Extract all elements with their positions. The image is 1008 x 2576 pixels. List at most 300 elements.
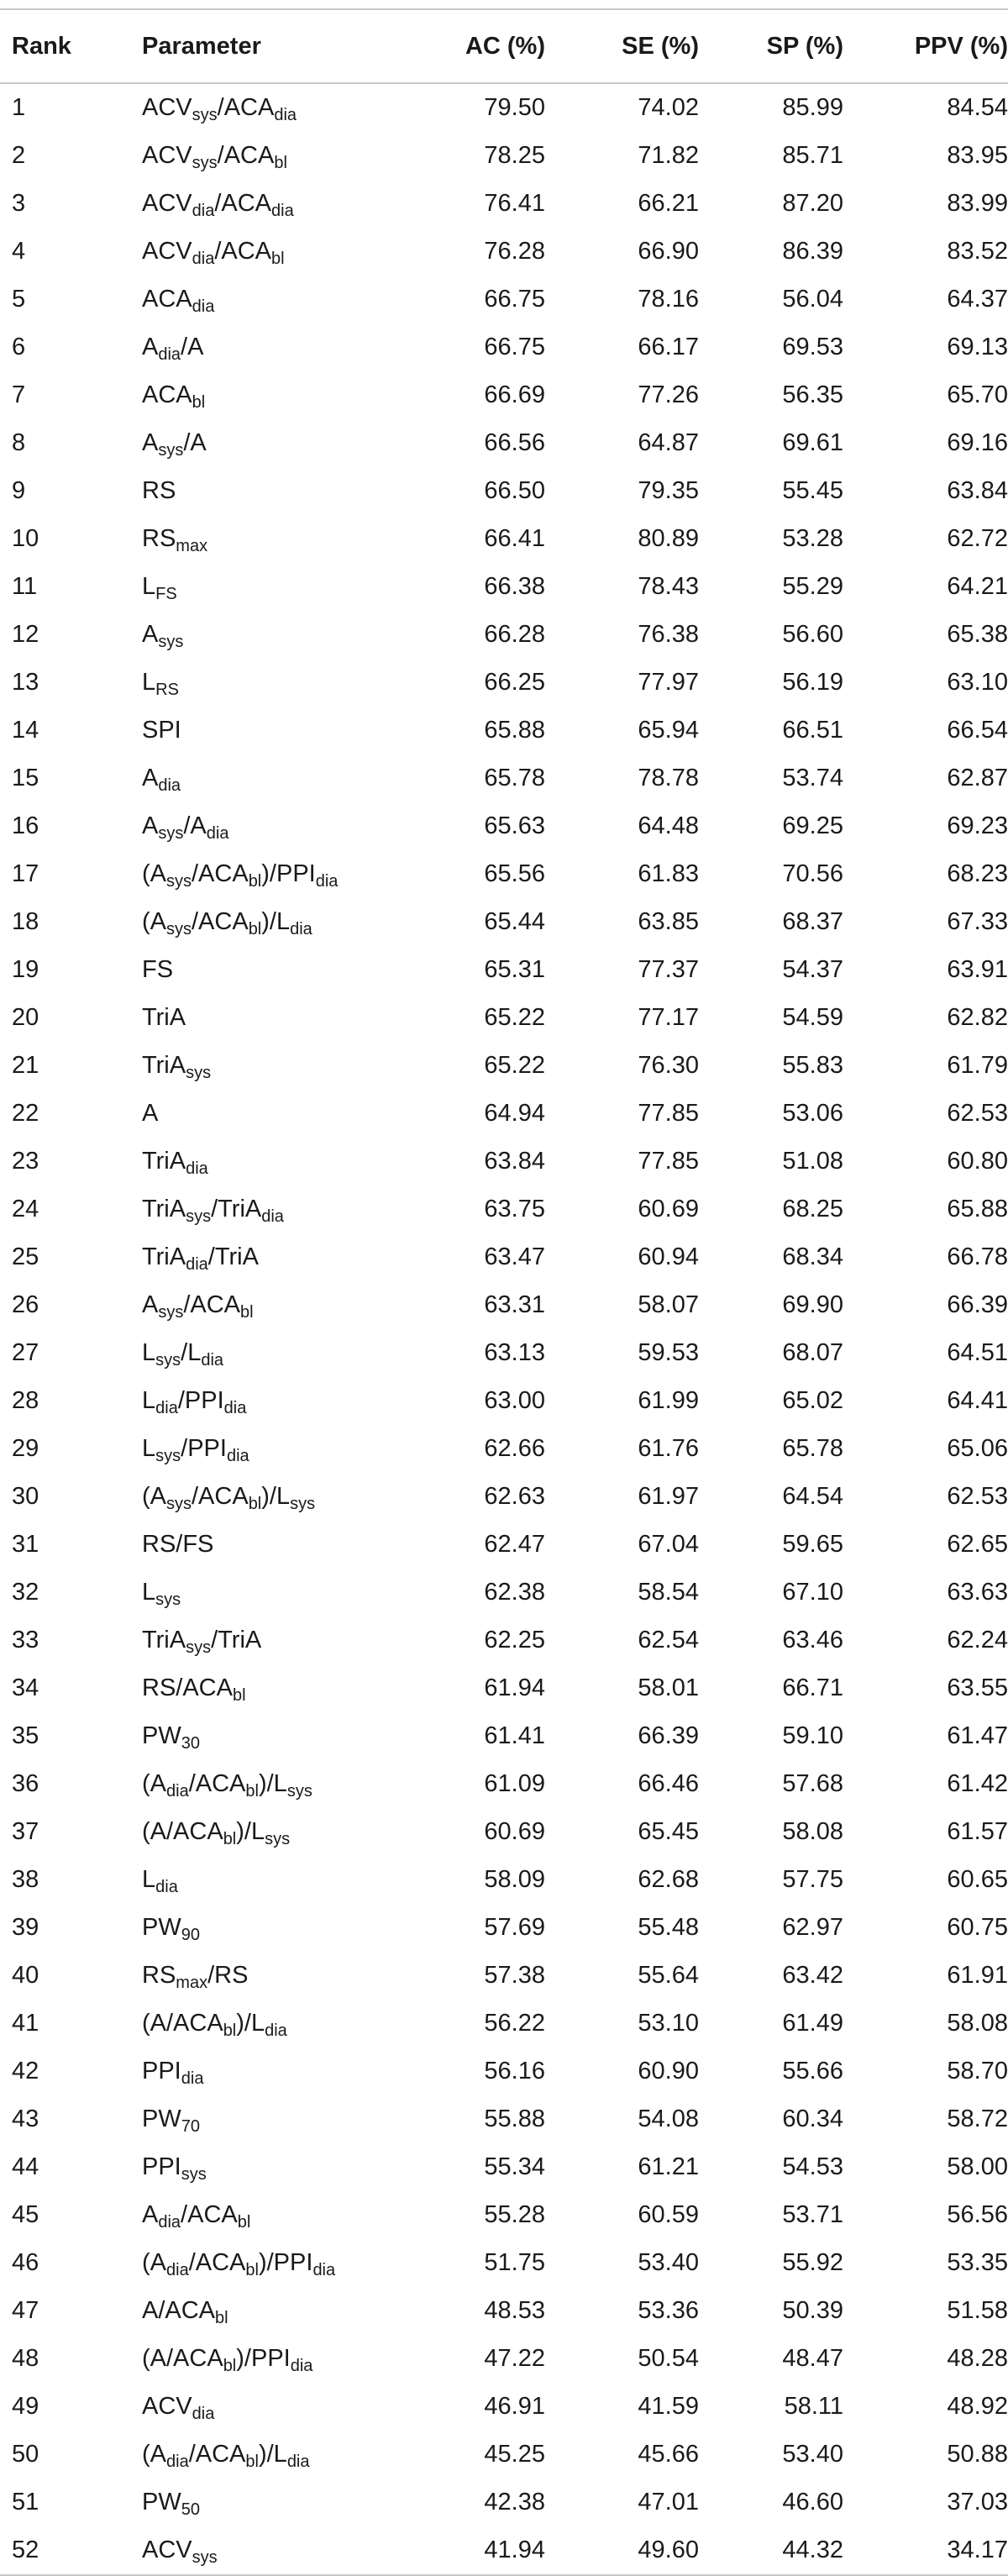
parameter-text: SPI (142, 717, 181, 744)
parameter-subscript: dia (192, 250, 215, 268)
ppv-cell: 58.72 (947, 2105, 1008, 2132)
ac-cell: 76.28 (484, 238, 545, 265)
ppv-cell: 83.52 (947, 238, 1008, 265)
parameter-text: A (142, 2201, 159, 2228)
parameter-cell (142, 1952, 411, 2000)
table-row (0, 1042, 1008, 1090)
table-row (0, 1856, 1008, 1904)
parameter-cell (142, 754, 411, 802)
sp-cell: 63.42 (782, 1962, 843, 1989)
rank-cell: 3 (12, 190, 26, 217)
sp-cell: 58.08 (782, 1818, 843, 1845)
ac-cell: 62.63 (484, 1483, 545, 1510)
parameter-text: /L (181, 1339, 202, 1366)
se-cell: 77.97 (638, 669, 699, 696)
parameter-text: /ACA (217, 94, 275, 121)
parameter-subscript: sys (186, 1064, 212, 1082)
se-cell: 66.17 (638, 334, 699, 360)
parameter-cell (142, 946, 411, 994)
table-row (0, 132, 1008, 180)
parameter-subscript: dia (158, 2213, 181, 2232)
table-row (0, 1329, 1008, 1377)
parameter-cell (142, 1233, 411, 1281)
ac-cell: 66.75 (484, 286, 545, 313)
ppv-cell: 65.88 (947, 1196, 1008, 1222)
rank-cell: 42 (12, 2058, 39, 2084)
rank-cell: 19 (12, 956, 39, 983)
parameter-subscript: dia (155, 1399, 178, 1417)
se-cell: 54.08 (638, 2105, 699, 2132)
table-row (0, 754, 1008, 802)
parameter-subscript: bl (248, 920, 262, 938)
rank-cell: 25 (12, 1243, 39, 1270)
parameter-cell (142, 323, 411, 371)
table-row (0, 1138, 1008, 1185)
parameter-text: )/L (258, 2441, 287, 2468)
parameter-subscript: dia (158, 776, 181, 795)
sp-cell: 62.97 (782, 1914, 843, 1941)
parameter-cell (142, 1521, 411, 1569)
parameter-cell (142, 180, 411, 228)
rank-cell: 29 (12, 1435, 39, 1462)
parameter-text: ACA (142, 286, 192, 313)
ppv-cell: 48.28 (947, 2345, 1008, 2372)
rank-cell: 35 (12, 1722, 39, 1749)
sp-cell: 59.10 (782, 1722, 843, 1749)
parameter-subscript: FS (155, 585, 177, 603)
ac-cell: 63.31 (484, 1291, 545, 1318)
parameter-text: RS/ACA (142, 1674, 233, 1701)
parameter-subscript: sys (155, 1590, 181, 1609)
se-cell: 41.59 (638, 2393, 699, 2420)
sp-cell: 64.54 (782, 1483, 843, 1510)
parameter-text: )/L (261, 1483, 291, 1510)
parameter-subscript: bl (245, 1782, 259, 1801)
parameter-cell (142, 1138, 411, 1185)
parameter-text: A (142, 334, 159, 360)
parameter-cell (142, 1760, 411, 1808)
se-cell: 61.99 (638, 1387, 699, 1414)
sp-cell: 53.71 (782, 2201, 843, 2228)
parameter-text: TriA (142, 1052, 186, 1079)
sp-cell: 53.28 (782, 525, 843, 552)
se-cell: 77.17 (638, 1004, 699, 1031)
ac-cell: 56.22 (484, 2010, 545, 2037)
ac-cell: 66.69 (484, 381, 545, 408)
parameter-subscript: sys (158, 1303, 184, 1322)
ac-cell: 61.94 (484, 1674, 545, 1701)
se-cell: 64.48 (638, 812, 699, 839)
parameter-text: )/L (258, 1770, 287, 1797)
ppv-cell: 62.72 (947, 525, 1008, 552)
parameter-cell (142, 2191, 411, 2239)
parameter-subscript: 90 (181, 1926, 200, 1944)
parameter-cell (142, 2048, 411, 2095)
parameter-text: /ACA (181, 2201, 238, 2228)
sp-cell: 54.53 (782, 2153, 843, 2180)
ac-cell: 41.94 (484, 2537, 545, 2563)
parameter-text: RS (142, 477, 176, 504)
parameter-cell (142, 994, 411, 1042)
parameter-cell (142, 2239, 411, 2287)
rank-cell: 28 (12, 1387, 39, 1414)
table-row (0, 323, 1008, 371)
parameter-text: (A/ACA (142, 2010, 223, 2037)
parameter-subscript: sys (192, 2548, 218, 2567)
rank-cell: 6 (12, 334, 26, 360)
ac-cell: 66.41 (484, 525, 545, 552)
se-cell: 66.21 (638, 190, 699, 217)
rank-cell: 24 (12, 1196, 39, 1222)
parameter-subscript: sys (155, 1351, 181, 1369)
ac-cell: 63.13 (484, 1339, 545, 1366)
sp-cell: 70.56 (782, 860, 843, 887)
ac-cell: 76.41 (484, 190, 545, 217)
table-row (0, 898, 1008, 946)
sp-cell: 66.71 (782, 1674, 843, 1701)
parameter-cell (142, 659, 411, 707)
sp-cell: 55.45 (782, 477, 843, 504)
rank-cell: 2 (12, 142, 26, 169)
rank-cell: 8 (12, 429, 26, 456)
sp-cell: 68.07 (782, 1339, 843, 1366)
ppv-cell: 64.41 (947, 1387, 1008, 1414)
parameter-text: TriA (142, 1196, 186, 1222)
se-cell: 53.40 (638, 2249, 699, 2276)
parameter-subscript: dia (271, 202, 294, 220)
parameter-cell (142, 1090, 411, 1138)
ppv-cell: 83.99 (947, 190, 1008, 217)
table-row (0, 2431, 1008, 2479)
table-row (0, 850, 1008, 898)
ppv-cell: 48.92 (947, 2393, 1008, 2420)
parameter-subscript: dia (265, 2021, 287, 2040)
ppv-cell: 65.06 (947, 1435, 1008, 1462)
parameter-cell (142, 83, 411, 132)
table-row (0, 611, 1008, 659)
se-cell: 76.38 (638, 621, 699, 648)
rank-cell: 13 (12, 669, 39, 696)
parameter-subscript: sys (158, 441, 184, 460)
parameter-text: /ACA (192, 908, 249, 935)
rank-cell: 47 (12, 2297, 39, 2324)
sp-cell: 67.10 (782, 1579, 843, 1606)
rank-cell: 4 (12, 238, 26, 265)
ppv-cell: 69.16 (947, 429, 1008, 456)
rank-cell: 45 (12, 2201, 39, 2228)
se-cell: 60.90 (638, 2058, 699, 2084)
parameter-text: /PPI (181, 1435, 227, 1462)
parameter-subscript: sys (181, 2165, 207, 2184)
parameter-text: /PPI (177, 1387, 224, 1414)
ac-cell: 63.75 (484, 1196, 545, 1222)
table-row (0, 1760, 1008, 1808)
parameter-cell (142, 1473, 411, 1521)
parameter-cell (142, 419, 411, 467)
parameter-cell (142, 2000, 411, 2048)
parameter-text: )/L (236, 1818, 265, 1845)
results-table (0, 8, 1008, 2576)
sp-cell: 54.59 (782, 1004, 843, 1031)
table-row (0, 371, 1008, 419)
rank-cell: 15 (12, 765, 39, 791)
parameter-cell (142, 2287, 411, 2335)
table-row (0, 2095, 1008, 2143)
parameter-subscript: dia (315, 872, 339, 891)
rank-cell: 10 (12, 525, 39, 552)
ppv-cell: 67.33 (947, 908, 1008, 935)
parameter-text: L (142, 1866, 156, 1893)
ppv-cell: 63.91 (947, 956, 1008, 983)
table-row (0, 2143, 1008, 2191)
ac-cell: 66.28 (484, 621, 545, 648)
ppv-cell: 68.23 (947, 860, 1008, 887)
parameter-subscript: bl (192, 393, 206, 412)
parameter-cell (142, 2526, 411, 2575)
parameter-cell (142, 563, 411, 611)
rank-cell: 50 (12, 2441, 39, 2468)
parameter-subscript: dia (192, 2405, 215, 2423)
parameter-subscript: bl (223, 2021, 237, 2040)
header-parameter: Parameter (142, 32, 261, 60)
parameter-subscript: dia (186, 1159, 208, 1178)
sp-cell: 60.34 (782, 2105, 843, 2132)
sp-cell: 69.25 (782, 812, 843, 839)
parameter-subscript: dia (166, 2261, 189, 2279)
rank-cell: 39 (12, 1914, 39, 1941)
parameter-text: /A (181, 334, 204, 360)
ppv-cell: 62.65 (947, 1531, 1008, 1558)
rank-cell: 33 (12, 1627, 39, 1653)
se-cell: 61.83 (638, 860, 699, 887)
parameter-text: )/L (236, 2010, 265, 2037)
table-row (0, 1521, 1008, 1569)
ac-cell: 46.91 (484, 2393, 545, 2420)
se-cell: 55.48 (638, 1914, 699, 1941)
ac-cell: 60.69 (484, 1818, 545, 1845)
parameter-subscript: 30 (181, 1734, 200, 1753)
ppv-cell: 63.55 (947, 1674, 1008, 1701)
ac-cell: 55.28 (484, 2201, 545, 2228)
sp-cell: 86.39 (782, 238, 843, 265)
se-cell: 78.78 (638, 765, 699, 791)
parameter-subscript: bl (223, 2357, 237, 2375)
parameter-cell (142, 1425, 411, 1473)
table-row (0, 563, 1008, 611)
ac-cell: 55.34 (484, 2153, 545, 2180)
table-row (0, 659, 1008, 707)
parameter-subscript: sys (166, 872, 192, 891)
parameter-subscript: sys (192, 106, 218, 124)
se-cell: 67.04 (638, 1531, 699, 1558)
rank-cell: 27 (12, 1339, 39, 1366)
sp-cell: 48.47 (782, 2345, 843, 2372)
table-row (0, 2479, 1008, 2526)
parameter-text: A/ACA (142, 2297, 216, 2324)
rank-cell: 11 (12, 573, 38, 600)
ppv-cell: 63.10 (947, 669, 1008, 696)
parameter-cell (142, 1712, 411, 1760)
ac-cell: 48.53 (484, 2297, 545, 2324)
rank-cell: 49 (12, 2393, 39, 2420)
parameter-text: )/PPI (236, 2345, 291, 2372)
sp-cell: 69.90 (782, 1291, 843, 1318)
se-cell: 59.53 (638, 1339, 699, 1366)
parameter-text: PPI (142, 2058, 181, 2084)
rank-cell: 38 (12, 1866, 39, 1893)
parameter-text: A (142, 765, 159, 791)
parameter-subscript: dia (290, 2357, 313, 2375)
parameter-subscript: dia (312, 2261, 336, 2279)
parameter-text: A (142, 812, 159, 839)
ac-cell: 66.56 (484, 429, 545, 456)
ppv-cell: 66.39 (947, 1291, 1008, 1318)
ppv-cell: 63.63 (947, 1579, 1008, 1606)
header-ppv: PPV (%) (914, 32, 1008, 60)
parameter-text: )/PPI (258, 2249, 313, 2276)
header-rank: Rank (12, 32, 71, 60)
table-row (0, 2383, 1008, 2431)
se-cell: 77.26 (638, 381, 699, 408)
ppv-cell: 50.88 (947, 2441, 1008, 2468)
se-cell: 47.01 (638, 2489, 699, 2516)
ppv-cell: 83.95 (947, 142, 1008, 169)
parameter-text: /A (183, 429, 207, 456)
parameter-text: /ACA (217, 142, 275, 169)
parameter-text: (A (142, 1483, 166, 1510)
ac-cell: 62.25 (484, 1627, 545, 1653)
table-row (0, 1425, 1008, 1473)
header-sp: SP (%) (766, 32, 843, 60)
rank-cell: 18 (12, 908, 39, 935)
table-row (0, 2000, 1008, 2048)
parameter-subscript: sys (290, 1495, 316, 1513)
parameter-text: TriA (142, 1004, 186, 1031)
sp-cell: 55.66 (782, 2058, 843, 2084)
parameter-text: L (142, 1387, 156, 1414)
sp-cell: 87.20 (782, 190, 843, 217)
se-cell: 55.64 (638, 1962, 699, 1989)
ppv-cell: 62.53 (947, 1483, 1008, 1510)
rank-cell: 5 (12, 286, 26, 313)
ppv-cell: 64.21 (947, 573, 1008, 600)
ac-cell: 61.41 (484, 1722, 545, 1749)
table-row (0, 83, 1008, 132)
table-row (0, 1808, 1008, 1856)
parameter-subscript: max (176, 537, 208, 555)
parameter-subscript: RS (155, 681, 179, 699)
rank-cell: 51 (12, 2489, 39, 2516)
table-row (0, 1185, 1008, 1233)
se-cell: 62.54 (638, 1627, 699, 1653)
sp-cell: 85.99 (782, 94, 843, 121)
table-row (0, 1233, 1008, 1281)
se-cell: 45.66 (638, 2441, 699, 2468)
parameter-subscript: dia (186, 1255, 208, 1274)
ac-cell: 64.94 (484, 1100, 545, 1127)
sp-cell: 56.35 (782, 381, 843, 408)
rank-cell: 9 (12, 477, 26, 504)
sp-cell: 55.83 (782, 1052, 843, 1079)
ac-cell: 63.00 (484, 1387, 545, 1414)
rank-cell: 22 (12, 1100, 39, 1127)
ppv-cell: 64.37 (947, 286, 1008, 313)
parameter-text: A (142, 621, 159, 648)
table-row (0, 419, 1008, 467)
sp-cell: 85.71 (782, 142, 843, 169)
ac-cell: 45.25 (484, 2441, 545, 2468)
parameter-cell (142, 515, 411, 563)
parameter-cell (142, 1569, 411, 1617)
parameter-subscript: dia (192, 297, 215, 316)
table-row (0, 802, 1008, 850)
parameter-subscript: bl (248, 1495, 262, 1513)
table-row (0, 1952, 1008, 2000)
sp-cell: 57.75 (782, 1866, 843, 1893)
ppv-cell: 61.91 (947, 1962, 1008, 1989)
se-cell: 60.94 (638, 1243, 699, 1270)
parameter-text: A (142, 429, 159, 456)
se-cell: 60.59 (638, 2201, 699, 2228)
parameter-cell (142, 2383, 411, 2431)
parameter-subscript: dia (226, 1447, 249, 1465)
parameter-text: TriA (142, 1627, 186, 1653)
parameter-text: RS (142, 525, 176, 552)
sp-cell: 55.92 (782, 2249, 843, 2276)
parameter-subscript: sys (192, 154, 218, 172)
parameter-text: )/PPI (261, 860, 316, 887)
ppv-cell: 58.08 (947, 2010, 1008, 2037)
parameter-subscript: dia (166, 1782, 189, 1801)
rank-cell: 41 (12, 2010, 39, 2037)
parameter-text: L (142, 573, 156, 600)
ppv-cell: 64.51 (947, 1339, 1008, 1366)
rank-cell: 16 (12, 812, 39, 839)
parameter-text: /ACA (188, 1770, 246, 1797)
ac-cell: 62.38 (484, 1579, 545, 1606)
parameter-subscript: sys (158, 824, 184, 843)
ac-cell: 66.75 (484, 334, 545, 360)
ac-cell: 66.25 (484, 669, 545, 696)
table-body (0, 83, 1008, 2575)
parameter-text: ACV (142, 190, 192, 217)
ac-cell: 78.25 (484, 142, 545, 169)
se-cell: 58.07 (638, 1291, 699, 1318)
rank-cell: 23 (12, 1148, 39, 1175)
sp-cell: 63.46 (782, 1627, 843, 1653)
se-cell: 61.97 (638, 1483, 699, 1510)
parameter-text: /ACA (192, 1483, 249, 1510)
ppv-cell: 63.84 (947, 477, 1008, 504)
parameter-text: /TriA (211, 1196, 262, 1222)
ac-cell: 58.09 (484, 1866, 545, 1893)
ppv-cell: 66.54 (947, 717, 1008, 744)
header-se: SE (%) (622, 32, 699, 60)
parameter-text: /ACA (214, 190, 272, 217)
ac-cell: 65.88 (484, 717, 545, 744)
se-cell: 49.60 (638, 2537, 699, 2563)
sp-cell: 65.78 (782, 1435, 843, 1462)
table-row (0, 515, 1008, 563)
table-row (0, 228, 1008, 276)
ac-cell: 61.09 (484, 1770, 545, 1797)
parameter-cell (142, 2479, 411, 2526)
parameter-subscript: dia (155, 1878, 178, 1896)
parameter-text: /RS (207, 1962, 249, 1989)
ac-cell: 65.56 (484, 860, 545, 887)
parameter-cell (142, 132, 411, 180)
table-row (0, 946, 1008, 994)
